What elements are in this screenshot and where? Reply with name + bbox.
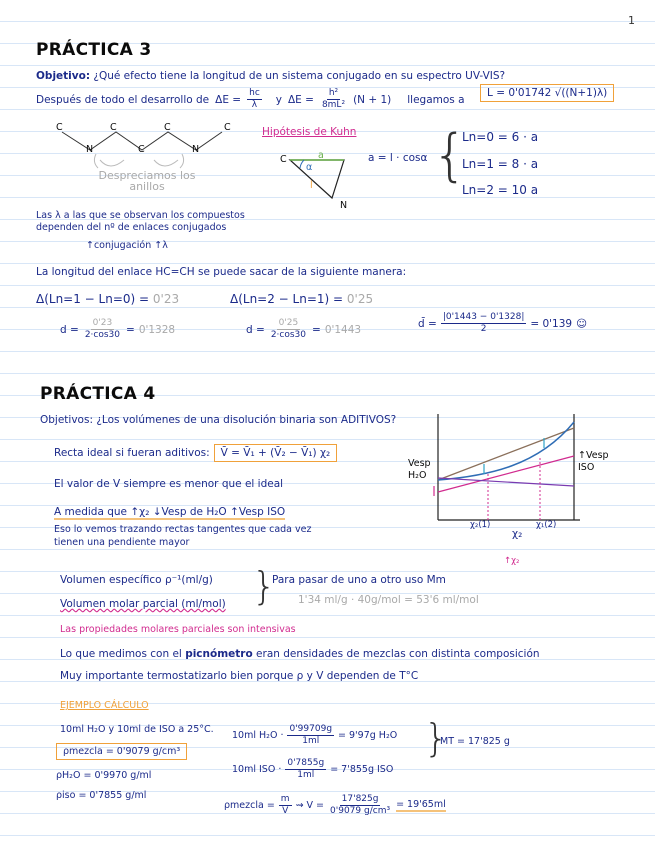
mt-brace: } [424, 716, 449, 760]
mol-n2: N [192, 144, 200, 155]
dbar-fraction [441, 312, 527, 335]
final-den-1: V [282, 806, 289, 816]
picno-word: picnómetro [185, 648, 253, 660]
example-rho-h2o: ρH₂O = 0'9970 g/ml [56, 770, 152, 781]
final-num-2: 17'825g [341, 794, 379, 804]
derivation-intro: Después de todo el desarrollo de [36, 93, 210, 106]
dbar-den: 2 [480, 324, 487, 334]
eq2-lhs: ΔE = [287, 93, 314, 106]
d1-lhs: d = [60, 323, 79, 336]
tangent-line-2: tienen una pendiente mayor [54, 537, 190, 548]
picnometro-line [60, 648, 540, 660]
iso-mass-calc [232, 758, 393, 781]
mol-n1: N [86, 144, 94, 155]
molar-volume-text: Volumen molar parcial (ml/mol) [60, 598, 226, 610]
tangent-line-1: Eso lo vemos trazando rectas tangentes que cada vez [54, 524, 312, 535]
eq1-lhs: ΔE = [215, 93, 242, 106]
iso-calc-a: 10ml ISO · [232, 764, 282, 775]
picno-pre: Lo que medimos con el [60, 648, 182, 660]
d1-fraction [83, 318, 122, 341]
conversion-calc: 1'34 ml/g · 40g/mol = 53'6 ml/mol [298, 594, 479, 606]
d1-calc: d = $\frac{0'23}{2\cdot\cos 30}$ = 0'1328 [60, 318, 176, 340]
eq1-den: λ [251, 100, 258, 110]
p3-objective-text: ¿Qué efecto tiene la longitud de un sistema conjugado en su espectro UV-VIS? [93, 70, 506, 82]
a-formula: a = l · cosα [368, 152, 428, 164]
intensive-note: Las propiedades molares parciales son intensivas [60, 624, 296, 635]
ideal-line-text: Recta ideal si fueran aditivos: [54, 447, 210, 459]
triangle-alpha: α [306, 162, 313, 173]
h2o-mass-calc [232, 724, 397, 747]
triangle-a: a [318, 150, 324, 161]
graph-up-x2: ↑χ₂ [504, 556, 520, 566]
iso-fraction [285, 758, 326, 781]
example-title: EJEMPLO CÁLCULO [60, 700, 149, 711]
total-mass: MT = 17'825 g [440, 736, 510, 747]
example-setup: 10ml H₂O y 10ml de ISO a 25°C. [60, 724, 214, 735]
mol-c2: C [110, 122, 117, 133]
conjugation-line: ↑conjugación ↑λ [86, 240, 168, 251]
arrive-word: llegamos a [407, 93, 465, 106]
and-word: y [275, 93, 282, 106]
delta-2-value: 0'25 [346, 292, 374, 306]
practica-4-title: PRÁCTICA 4 [40, 384, 156, 404]
iso-num: 0'7855g [287, 758, 325, 768]
delta-1-lhs: Δ(Ln=1 − Ln=0) = [36, 292, 150, 306]
mol-c3: C [164, 122, 171, 133]
d2-fraction [269, 318, 308, 341]
d2-lhs: d = [246, 323, 265, 336]
lambda-line-1: Las λ a las que se observan los compuestos [36, 210, 245, 221]
as-line [54, 506, 285, 518]
picno-post: eran densidades de mezclas con distinta composición [256, 648, 540, 660]
eq2-fraction [320, 88, 347, 111]
graph-vesp-iso: ↑Vesp ISO [578, 450, 609, 473]
graph-x1-2: χ₁(2) [536, 520, 557, 530]
p4-objective: Objetivos: ¿Los volúmenes de una disolución binaria son ADITIVOS? [40, 414, 397, 426]
volume-graph [428, 408, 588, 538]
h2o-fraction [287, 724, 334, 747]
molar-volume [60, 598, 226, 610]
p3-derivation-line [36, 88, 465, 111]
d2-num: 0'25 [278, 318, 299, 328]
mol-c4: C [224, 122, 231, 133]
triangle-l: l [310, 180, 313, 191]
eq2-num: h² [328, 88, 339, 98]
delta-2 [230, 292, 373, 306]
ln-brace: { [432, 123, 468, 188]
dbar-calc [418, 312, 587, 335]
ideal-box: V̄ = V̄₁ + (V̄₂ − V̄₁) χ₂ [214, 444, 338, 462]
h2o-result: = 9'97g H₂O [338, 730, 398, 741]
eq2-tail: (N + 1) [353, 93, 392, 106]
d1-value: 0'1328 [138, 323, 176, 336]
mol-c1: C [56, 122, 63, 133]
result-box: L = 0'01742 √((N+1)λ) [480, 84, 614, 102]
ln-2: Ln=2 = 10 a [462, 183, 539, 197]
molecule-note: Despreciamos los anillos [98, 169, 196, 193]
final-lhs: ρmezcla = [224, 800, 275, 811]
delta-1-value: 0'23 [152, 292, 180, 306]
iso-den: 1ml [297, 770, 315, 780]
eq2-den: 8mL² [321, 100, 346, 110]
kuhn-title: Hipótesis de Kuhn [262, 126, 357, 138]
eq1-num: hc [249, 88, 260, 98]
final-den-2: 0'9079 g/cm³ [330, 806, 391, 816]
d2-value: 0'1443 [324, 323, 362, 336]
dbar-num: |0'1443 − 0'1328| [442, 312, 525, 322]
brace-text: Para pasar de uno a otro uso Mm [272, 574, 446, 586]
d1-den: 2·cos30 [84, 330, 120, 340]
d2-den: 2·cos30 [270, 330, 306, 340]
dbar-value: = 0'139 [530, 317, 573, 330]
mol-c5: C [138, 144, 145, 155]
page-number: 1 [628, 14, 635, 27]
p3-objective-label: Objetivo: [36, 70, 91, 82]
graph-x2-1: χ₂(1) [470, 520, 491, 530]
practica-3-title: PRÁCTICA 3 [36, 40, 152, 60]
specific-volume: Volumen específico ρ⁻¹(ml/g) [60, 574, 213, 586]
as-line-text: A medida que ↑χ₂ ↓Vesp de H₂O ↑Vesp ISO [54, 506, 286, 518]
final-num-1: m [280, 794, 290, 804]
bond-intro: La longitud del enlace HC=CH se puede sacar de la siguiente manera: [36, 266, 407, 278]
final-fraction-2 [328, 794, 392, 817]
example-rho-mix [56, 746, 187, 757]
ln-1: Ln=1 = 8 · a [462, 157, 539, 171]
lambda-line-2: dependen del nº de enlaces conjugados [36, 222, 227, 233]
final-volume-calc [224, 794, 446, 817]
final-mid: ⇝ V = [295, 800, 325, 811]
delta-2-lhs: Δ(Ln=2 − Ln=1) = [230, 292, 344, 306]
triangle-n: N [340, 200, 348, 211]
smiley-icon: ☺ [576, 317, 588, 330]
eq1-fraction [247, 88, 262, 111]
graph-axis-label: χ₂ [512, 528, 523, 540]
triangle-c: C [280, 154, 287, 165]
ideal-line [54, 444, 337, 462]
example-rho-iso: ρiso = 0'7855 g/ml [56, 790, 147, 801]
h2o-calc-a: 10ml H₂O · [232, 730, 284, 741]
example-rho-mix-text: ρmezcla = 0'9079 g/cm³ [56, 743, 187, 760]
delta-1 [36, 292, 179, 306]
d2-calc: d = $\frac{0'25}{2\cdot\cos 30}$ = 0'1443 [246, 318, 362, 340]
h2o-num: 0'99709g [289, 724, 333, 734]
lower-line: El valor de V siempre es menor que el ideal [54, 478, 284, 490]
graph-vesp-h2o: Vesp H₂O [408, 458, 431, 481]
d1-num: 0'23 [92, 318, 113, 328]
thermo-line: Muy importante termostatizarlo bien porque ρ y V dependen de T°C [60, 670, 419, 682]
iso-result: = 7'855g ISO [330, 764, 394, 775]
h2o-den: 1ml [302, 736, 320, 746]
volume-brace: } [252, 564, 277, 608]
ln-0: Ln=0 = 6 · a [462, 130, 539, 144]
final-result: = 19'65ml [396, 799, 446, 810]
p3-objective [36, 70, 505, 82]
dbar-lhs: d̄ = [418, 317, 437, 330]
final-fraction-1 [279, 794, 292, 817]
